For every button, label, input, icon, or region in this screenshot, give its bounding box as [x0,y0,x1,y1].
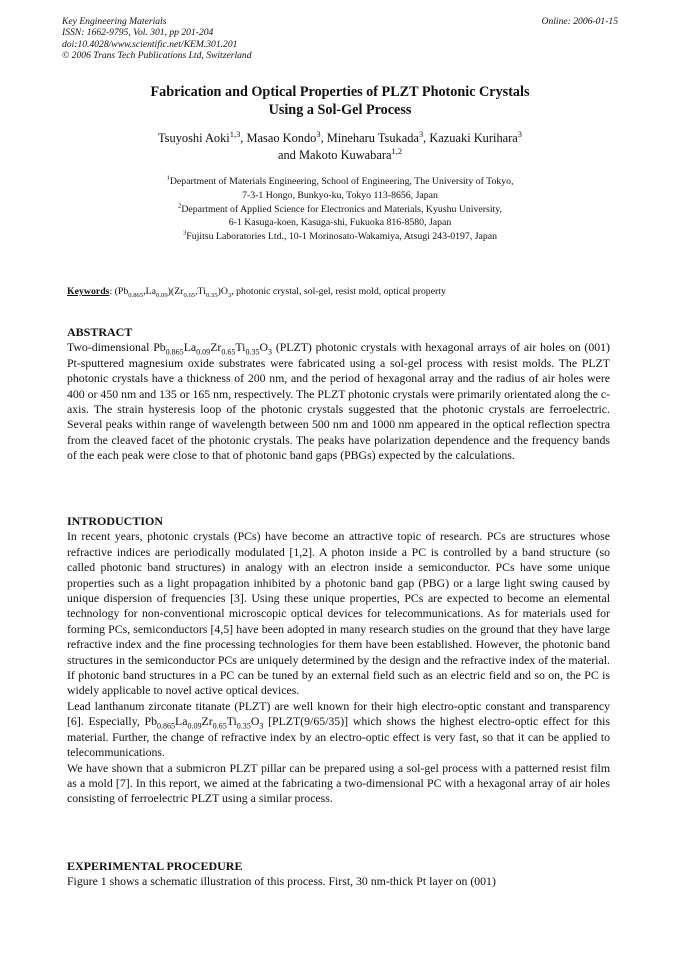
keywords-sub: 0.35 [205,291,218,299]
title-line-1: Fabrication and Optical Properties of PLZT Photonic Crystals [150,84,530,100]
abstract-paragraph [67,340,610,463]
abstract-text: La [183,340,197,355]
affiliation-number: 3 [182,229,187,237]
affiliation-1-address: 7-3-1 Hongo, Bunkyo-ku, Tokyo 113-8656, Japan [242,189,438,201]
journal-copyright: © 2006 Trans Tech Publications Ltd, Switzerland [62,50,252,62]
author-affil-sup: 1,3 [229,128,241,139]
keywords-text: , photonic crystal, sol-gel, resist mold, optical property [231,286,446,297]
author-name: Tsuyoshi Aoki [157,131,230,145]
keywords-text: ,La [143,286,157,297]
keywords-sub: 3 [227,291,232,299]
keywords-label: Keywords [67,286,110,297]
intro-text: [PLZT(9/65/35)] which shows the highest electro-optic effect for this material. Further, the change of refractive index by an electro-optic effect is very fast, so that it can be applied to telecommunications. [67,714,610,760]
journal-header [62,16,618,62]
abstract-text: O [259,340,268,355]
online-date: Online: 2006-01-15 [541,16,618,27]
author-name: Kazuaki Kurihara [429,131,518,145]
keywords-text: )(Zr [167,286,184,297]
keywords-text: : (Pb [109,286,129,297]
affiliations [62,175,618,244]
intro-sub: 0.65 [212,721,227,731]
affiliation-text: Department of Materials Engineering, School of Engineering, The University of Tokyo, [169,176,514,187]
affiliation-2 [62,203,618,217]
affiliation-text: Department of Applied Science for Electronics and Materials, Kyushu University, [181,203,502,215]
abstract-text: Two-dimensional Pb [67,340,166,355]
author-line-2 [62,147,618,164]
author-name: Mineharu Tsukada [326,131,419,145]
introduction-paragraph-2 [67,699,610,761]
introduction-paragraph-1: In recent years, photonic crystals (PCs) have become an attractive topic of research. PCs are structures whose refractive indices are periodically modulated [1,2]. A photon inside a PC is controlled by a band structure (so called photonic band structures) in analogy with an electron inside a semiconductor. PCs have some unique properties such as a light propagation inhibited by a photonic band gap (PBG) or a large light swing caused by unique dispersion of frequencies [3]. Using these unique properties, PCs are expected to become an elemental technology for non-conventional microscopic optical devices for telecommunications. As for materials used for forming PCs, semiconductors [4,5] have been adopted in many research studies on the ground that they have large refractive index and the fine processing technologies for them have been established. However, the photonic band structures in the semiconductor PCs are uniquely determined by the design and the refractive index of the material. If photonic band structures in a PC can be tuned by an external field such as an electric field and so on, the PC is widely applicable to novel active optical devices. [67,529,610,698]
affiliation-3 [62,230,618,244]
affiliation-2-address: 6-1 Kasuga-koen, Kasuga-shi, Fukuoka 816-8580, Japan [228,217,452,229]
author-line-1: Tsuyoshi Aoki$^{1,3}$, Masao Kondo$^3$, Mineharu Tsukada$^3$, Kazuaki Kurihara$^3$ [157,128,522,145]
abstract-section [67,325,610,464]
keywords-text: )O [217,286,228,297]
author-affil-sup: 3 [517,128,522,139]
experimental-paragraph-1: Figure 1 shows a schematic illustration of this process. First, 30 nm-thick Pt layer on (001) [67,874,496,889]
author-affil-sup: 3 [316,128,321,139]
author-affil-sup: 1,2 [391,145,403,156]
intro-text: Zr [201,714,213,729]
intro-sub: 3 [259,721,264,731]
author-name: Masao Kondo [246,131,317,145]
experimental-heading: EXPERIMENTAL PROCEDURE [67,859,243,873]
intro-sub: 0.35 [236,721,251,731]
author-affil-sup: 3 [418,128,424,139]
abstract-sub: 3 [268,347,273,357]
title-line-2: Using a Sol-Gel Process [268,102,412,118]
experimental-section [67,859,610,890]
abstract-sub: 0.865 [165,347,184,357]
abstract-text: Zr [210,340,222,355]
journal-issn: ISSN: 1662-9795, Vol. 301, pp 201-204 [62,27,214,39]
abstract-sub: 0.65 [221,347,236,357]
intro-text: O [250,714,260,729]
keywords-sub: 0.65 [183,291,196,299]
journal-doi[interactable]: doi:10.4028/www.scientific.net/KEM.301.201 [62,38,238,50]
keywords-sub: 0.865 [128,291,144,299]
intro-text: La [175,714,188,729]
intro-sub: 0.865 [157,721,176,731]
affiliation-number: 2 [178,202,182,210]
introduction-paragraph-3: We have shown that a submicron PLZT pillar can be prepared using a sol-gel process with a patterned resist film as a mold [7]. In this report, we aimed at the fabricating a two-dimensional PC with a hexagonal array of air holes consisting of ferroelectric PLZT using a similar process. [67,760,610,806]
introduction-heading: INTRODUCTION [67,514,164,528]
intro-text: Ti [226,714,237,729]
paper-title [62,83,618,119]
affiliation-number: 1 [166,174,170,182]
abstract-text: (PLZT) photonic crystals with hexagonal arrays of air holes on (001) Pt-sputtered magnesium oxide substrates were fabricated using a sol-gel process with resist molds. The PLZT photonic crystals have a thickness of 200 nm, and the period of hexagonal array and the radius of air holes were 400 or 450 nm and 135 or 165 nm, respectively. The PLZT photonic crystals were primarily orientated along the c-axis. The strain hysteresis loop of the photonic crystals suggested that the photonic crystals are ferroelectric. Several peaks within range of wavelength between 500 nm and 1000 nm appeared in the optical reflection spectra from the cleaved facet of the photonic crystals. The peaks have polarization dependence and the frequency bands of the each peak were close to that of photonic band gaps (PBGs) expected by the calculations. [67,340,610,463]
abstract-text: Ti [235,340,246,355]
author-name: and Makoto Kuwabara [277,148,392,162]
abstract-sub: 0.09 [196,347,211,357]
keywords-text: ,Ti [195,286,206,297]
affiliation-text: Fujitsu Laboratories Ltd., 10-1 Morinosato-Wakamiya, Atsugi 243-0197, Japan [186,231,498,243]
introduction-section [67,514,610,807]
keywords [67,286,613,298]
keywords-sub: 0.09 [156,291,168,299]
author-list [62,130,618,164]
affiliation-1 [62,175,618,189]
abstract-heading: ABSTRACT [67,325,133,339]
intro-text: Lead lanthanum zirconate titanate (PLZT) are well known for their high electro-optic constant and transparency [6]. Especially, Pb [67,698,610,729]
intro-sub: 0.09 [187,721,202,731]
abstract-sub: 0.35 [245,347,260,357]
journal-name: Key Engineering Materials [62,16,167,27]
